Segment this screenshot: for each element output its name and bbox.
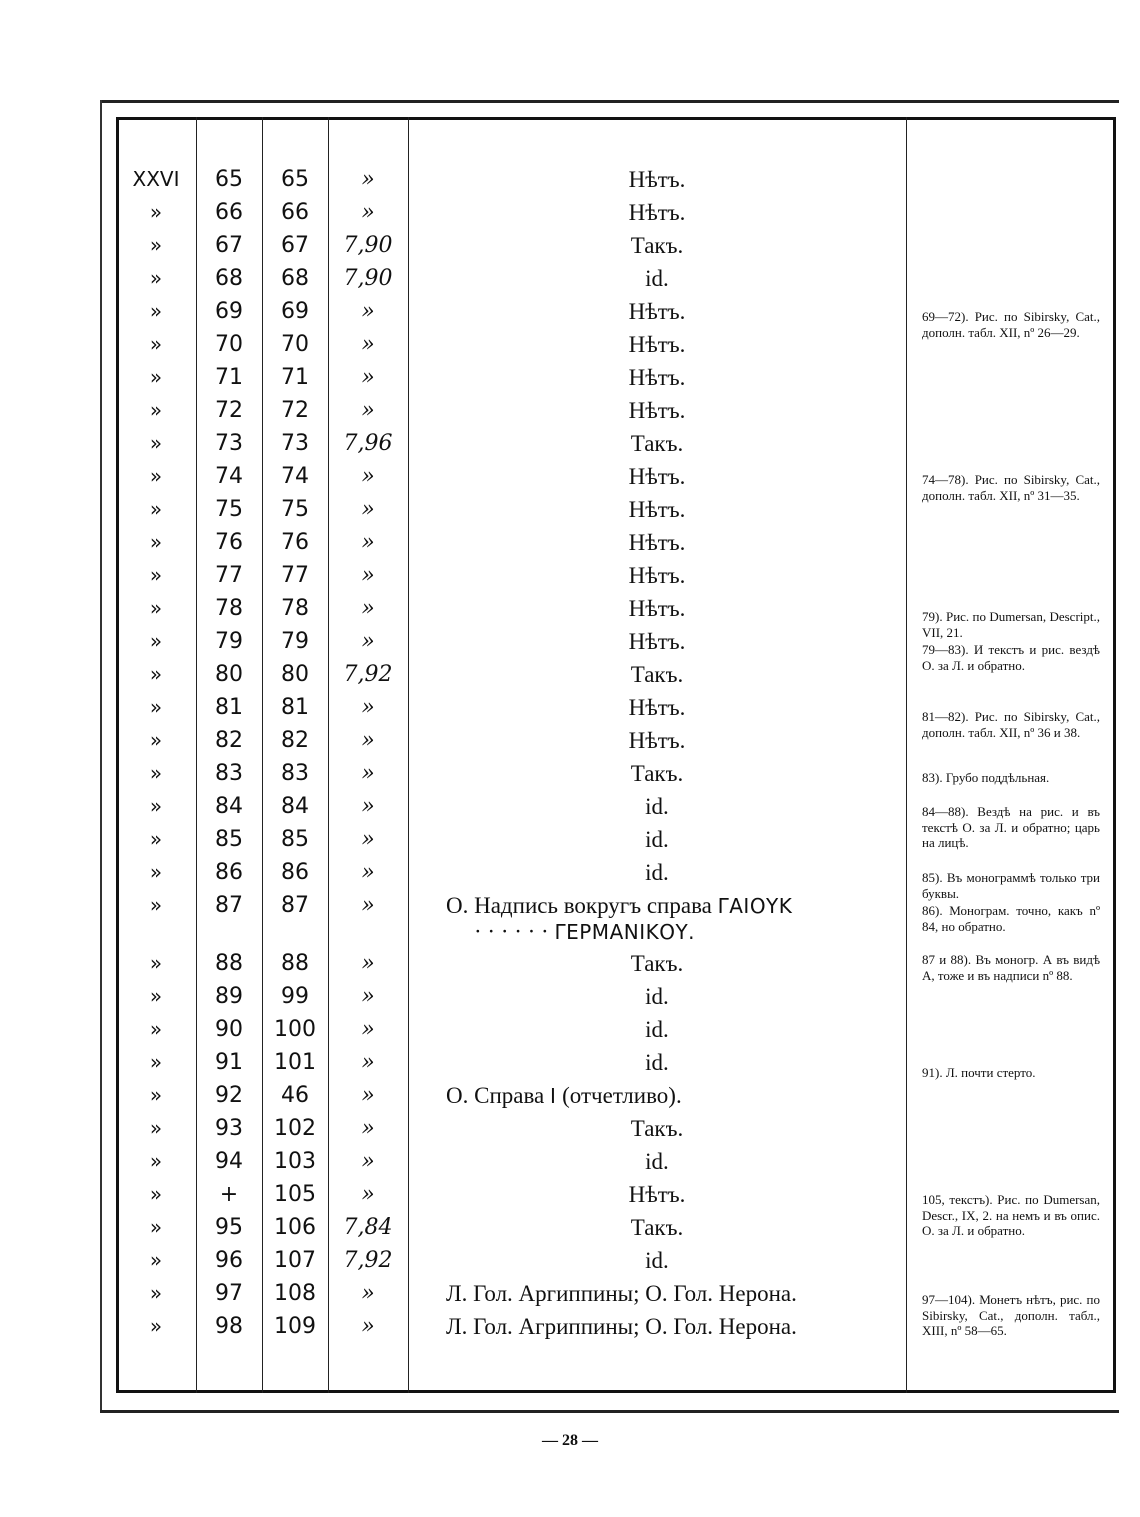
- description-cell: [408, 592, 906, 625]
- note: 97—104). Монетъ нѣтъ, рис. по Sibirsky, Cat., дополн. табл., XIII, nº 58—65.: [922, 1292, 1100, 1338]
- number-cell: 96: [215, 1248, 243, 1273]
- table-row: [116, 1145, 906, 1178]
- number-cell: 81: [215, 695, 243, 720]
- description-cell: [408, 947, 906, 980]
- plate-cell: »: [149, 827, 163, 851]
- number-cell: 86: [215, 860, 243, 885]
- catalog-number-cell: 65: [281, 167, 309, 192]
- note: 86). Монограм. точно, какъ nº 84, но обратно.: [922, 903, 1100, 934]
- description-cell: [408, 163, 906, 196]
- number-cell: 82: [215, 728, 243, 753]
- plate-cell: »: [149, 860, 163, 884]
- description-text: О. Надпись вокругъ справа: [446, 893, 712, 918]
- description-cell: [408, 625, 906, 658]
- plate-cell: »: [149, 299, 163, 323]
- catalog-number-cell: 85: [281, 827, 309, 852]
- description-text: id.: [645, 860, 669, 885]
- description-cell: [408, 229, 906, 262]
- description-cell: [408, 1310, 906, 1343]
- table-row: [116, 295, 906, 328]
- weight-cell: »: [361, 563, 375, 588]
- table-row: [116, 724, 906, 757]
- weight-cell: »: [361, 398, 375, 423]
- description-text: id.: [645, 984, 669, 1009]
- plate-cell: »: [149, 1182, 163, 1206]
- table-row: [116, 980, 906, 1013]
- table-row: [116, 427, 906, 460]
- catalog-number-cell: 101: [274, 1050, 316, 1075]
- catalog-number-cell: 78: [281, 596, 309, 621]
- description-cell: [408, 1079, 906, 1112]
- table-row: [116, 163, 906, 196]
- description-cell: [408, 328, 906, 361]
- table-row: [116, 229, 906, 262]
- description-text: Нѣтъ.: [628, 497, 686, 522]
- catalog-number-cell: 76: [281, 530, 309, 555]
- catalog-number-cell: 84: [281, 794, 309, 819]
- weight-cell: »: [361, 794, 375, 819]
- number-cell: 98: [215, 1314, 243, 1339]
- description-cell: [408, 559, 906, 592]
- catalog-number-cell: 69: [281, 299, 309, 324]
- weight-cell: »: [361, 1017, 375, 1042]
- number-cell: 74: [215, 464, 243, 489]
- plate-cell: »: [149, 629, 163, 653]
- catalog-number-cell: 82: [281, 728, 309, 753]
- description-cell: [408, 757, 906, 790]
- plate-cell: »: [149, 1050, 163, 1074]
- catalog-number-cell: 105: [274, 1182, 316, 1207]
- description-cell: [408, 1013, 906, 1046]
- description-cell: [408, 295, 906, 328]
- table-row: [116, 262, 906, 295]
- description-text: id.: [645, 266, 669, 291]
- description-cell: [408, 196, 906, 229]
- description-cell: [408, 427, 906, 460]
- description-text: Нѣтъ.: [628, 728, 686, 753]
- number-cell: 85: [215, 827, 243, 852]
- table-row: [116, 947, 906, 980]
- description-text: Такъ.: [630, 233, 684, 258]
- description-text: Такъ.: [630, 662, 684, 687]
- description-text: Нѣтъ.: [628, 200, 686, 225]
- number-cell: 77: [215, 563, 243, 588]
- number-cell: 90: [215, 1017, 243, 1042]
- description-cell: [408, 790, 906, 823]
- catalog-number-cell: 106: [274, 1215, 316, 1240]
- description-continuation: [408, 917, 906, 947]
- table-row: [116, 526, 906, 559]
- catalog-number-cell: 66: [281, 200, 309, 225]
- table-row: [116, 361, 906, 394]
- note: 105, текстъ). Рис. по Dumersan, Descr., IX, 2. на немъ и въ опис. О. за Л. и обратно.: [922, 1192, 1100, 1238]
- ellipsis-dots: · · · · · ·: [474, 919, 549, 944]
- weight-cell: »: [361, 167, 375, 192]
- plate-cell: »: [149, 530, 163, 554]
- note: 91). Л. почти стерто.: [922, 1065, 1036, 1080]
- plate-cell: »: [149, 662, 163, 686]
- description-cell: [408, 658, 906, 691]
- plate-cell: »: [149, 464, 163, 488]
- description-cell: [408, 1211, 906, 1244]
- description-text: Такъ.: [630, 1215, 684, 1240]
- table-row: [116, 658, 906, 691]
- note: 83). Грубо поддѣльная.: [922, 770, 1050, 785]
- note: 87 и 88). Въ моногр. А въ видѣ A, тоже и въ надписи nº 88.: [922, 952, 1100, 983]
- weight-cell: »: [361, 1314, 375, 1339]
- number-cell: 95: [215, 1215, 243, 1240]
- catalog-number-cell: 109: [274, 1314, 316, 1339]
- table-row: [116, 328, 906, 361]
- catalog-number-cell: 83: [281, 761, 309, 786]
- plate-cell: »: [149, 695, 163, 719]
- description-cell: [408, 1277, 906, 1310]
- weight-cell: »: [361, 365, 375, 390]
- note: 85). Въ монограммѣ только три буквы.: [922, 870, 1100, 901]
- description-cell: [408, 1112, 906, 1145]
- description-text: id.: [645, 794, 669, 819]
- plate-cell: »: [149, 951, 163, 975]
- weight-cell: »: [361, 1116, 375, 1141]
- weight-cell: »: [361, 1083, 375, 1108]
- number-cell: 89: [215, 984, 243, 1009]
- note: 74—78). Рис. по Sibirsky, Cat., дополн. табл. XII, nº 31—35.: [922, 472, 1100, 503]
- description-text: Такъ.: [630, 1116, 684, 1141]
- description-cell: [408, 1046, 906, 1079]
- catalog-number-cell: 75: [281, 497, 309, 522]
- note: 81—82). Рис. по Sibirsky, Cat., дополн. табл. XII, nº 36 и 38.: [922, 709, 1100, 740]
- description-cell: [408, 460, 906, 493]
- weight-cell: »: [361, 827, 375, 852]
- catalog-number-cell: 72: [281, 398, 309, 423]
- weight-cell: »: [361, 695, 375, 720]
- table-row: [116, 691, 906, 724]
- table-row: [116, 625, 906, 658]
- description-text: id.: [645, 1017, 669, 1042]
- note: 79—83). И текстъ и рис. вездѣ О. за Л. и обратно.: [922, 642, 1100, 673]
- note: 69—72). Рис. по Sibirsky, Cat., дополн. табл. XII, nº 26—29.: [922, 309, 1100, 340]
- catalog-number-cell: 68: [281, 266, 309, 291]
- description-cell: [408, 980, 906, 1013]
- description-text: Нѣтъ.: [628, 563, 686, 588]
- description-cell: [408, 724, 906, 757]
- table-row: [116, 460, 906, 493]
- description-text: О. Справа: [446, 1083, 545, 1108]
- table-row: [116, 196, 906, 229]
- plate-cell: »: [149, 794, 163, 818]
- catalog-number-cell: 86: [281, 860, 309, 885]
- weight-cell: 7,96: [343, 431, 393, 456]
- table-row: [116, 1310, 906, 1343]
- plate-cell: »: [149, 761, 163, 785]
- plate-cell: XXVI: [132, 167, 180, 191]
- description-cell: [408, 691, 906, 724]
- plate-cell: »: [149, 1314, 163, 1338]
- description-text: Нѣтъ.: [628, 167, 686, 192]
- description-cell: [408, 1178, 906, 1211]
- plate-cell: »: [149, 1083, 163, 1107]
- plate-cell: »: [149, 1281, 163, 1305]
- weight-cell: »: [361, 200, 375, 225]
- table-row: [116, 1178, 906, 1211]
- table-row: [116, 757, 906, 790]
- catalog-number-cell: 77: [281, 563, 309, 588]
- weight-cell: »: [361, 1281, 375, 1306]
- catalog-number-cell: 103: [274, 1149, 316, 1174]
- description-suffix: (отчетливо).: [562, 1083, 682, 1108]
- weight-cell: »: [361, 530, 375, 555]
- description-cell: [408, 493, 906, 526]
- description-text: Нѣтъ.: [628, 398, 686, 423]
- number-cell: 87: [215, 893, 243, 918]
- description-text: Нѣтъ.: [628, 695, 686, 720]
- description-text: Нѣтъ.: [628, 332, 686, 357]
- table-row: [116, 559, 906, 592]
- weight-cell: »: [361, 464, 375, 489]
- plate-cell: »: [149, 233, 163, 257]
- weight-cell: »: [361, 299, 375, 324]
- plate-cell: »: [149, 332, 163, 356]
- number-cell: 75: [215, 497, 243, 522]
- description-text: Нѣтъ.: [628, 629, 686, 654]
- catalog-number-cell: 46: [281, 1083, 309, 1108]
- table-row: [116, 394, 906, 427]
- greek-legend: ΓΑΙΟΥΚ: [717, 894, 793, 918]
- plate-cell: »: [149, 1017, 163, 1041]
- number-cell: 97: [215, 1281, 243, 1306]
- description-cell: [408, 856, 906, 889]
- description-text: id.: [645, 1248, 669, 1273]
- catalog-number-cell: 108: [274, 1281, 316, 1306]
- weight-cell: »: [361, 860, 375, 885]
- number-cell: 94: [215, 1149, 243, 1174]
- table-row: [116, 856, 906, 889]
- catalog-number-cell: 100: [274, 1017, 316, 1042]
- plate-cell: »: [149, 728, 163, 752]
- catalog-number-cell: 80: [281, 662, 309, 687]
- plate-cell: »: [149, 596, 163, 620]
- table-row: [116, 1211, 906, 1244]
- weight-cell: »: [361, 893, 375, 918]
- description-text: Нѣтъ.: [628, 464, 686, 489]
- description-cell: [408, 361, 906, 394]
- plate-cell: »: [149, 365, 163, 389]
- weight-cell: »: [361, 761, 375, 786]
- description-cell: [408, 394, 906, 427]
- description-cell: [408, 526, 906, 559]
- description-text: id.: [645, 1149, 669, 1174]
- weight-cell: »: [361, 596, 375, 621]
- description-text: id.: [645, 827, 669, 852]
- plate-cell: »: [149, 497, 163, 521]
- plate-cell: »: [149, 893, 163, 917]
- plate-cell: »: [149, 200, 163, 224]
- description-text: Нѣтъ.: [628, 1182, 686, 1207]
- number-cell: 80: [215, 662, 243, 687]
- table-row: [116, 493, 906, 526]
- table-row: [116, 823, 906, 856]
- greek-legend: I: [549, 1084, 557, 1108]
- number-cell: 76: [215, 530, 243, 555]
- description-text: Такъ.: [630, 431, 684, 456]
- catalog-number-cell: 81: [281, 695, 309, 720]
- table-row: [116, 1013, 906, 1046]
- weight-cell: 7,90: [343, 233, 393, 258]
- catalog-number-cell: 71: [281, 365, 309, 390]
- plate-cell: »: [149, 1248, 163, 1272]
- weight-cell: »: [361, 332, 375, 357]
- plate-cell: »: [149, 1149, 163, 1173]
- description-text: Нѣтъ.: [628, 530, 686, 555]
- plate-cell: »: [149, 398, 163, 422]
- number-cell: 65: [215, 167, 243, 192]
- top-rule: [100, 100, 1119, 103]
- description-text: id.: [645, 1050, 669, 1075]
- description-cell: [408, 1145, 906, 1178]
- bottom-rule: [100, 1410, 1119, 1413]
- weight-cell: 7,90: [343, 266, 393, 291]
- description-text: Л. Гол. Аргиппины; О. Гол. Нерона.: [446, 1281, 797, 1306]
- left-rule: [100, 100, 102, 1412]
- number-cell: +: [219, 1182, 239, 1207]
- catalog-number-cell: 79: [281, 629, 309, 654]
- weight-cell: »: [361, 984, 375, 1009]
- catalog-number-cell: 73: [281, 431, 309, 456]
- table-row: [116, 1244, 906, 1277]
- catalog-number-cell: 87: [281, 893, 309, 918]
- weight-cell: »: [361, 1149, 375, 1174]
- table-row: [116, 1112, 906, 1145]
- number-cell: 66: [215, 200, 243, 225]
- number-cell: 73: [215, 431, 243, 456]
- number-cell: 91: [215, 1050, 243, 1075]
- weight-cell: »: [361, 1050, 375, 1075]
- table-row: [116, 1046, 906, 1079]
- weight-cell: 7,92: [343, 662, 393, 687]
- note: 79). Рис. по Dumersan, Descript., VII, 21.: [922, 609, 1100, 640]
- catalog-number-cell: 102: [274, 1116, 316, 1141]
- description-cell: [408, 262, 906, 295]
- description-text: Л. Гол. Агриппины; О. Гол. Нерона.: [446, 1314, 797, 1339]
- greek-legend: ΓΕΡΜΑΝΙΚΟΥ.: [554, 920, 696, 944]
- table-row: [116, 1277, 906, 1310]
- weight-cell: »: [361, 497, 375, 522]
- number-cell: 68: [215, 266, 243, 291]
- table-row: [116, 1079, 906, 1112]
- number-cell: 92: [215, 1083, 243, 1108]
- plate-cell: »: [149, 266, 163, 290]
- number-cell: 72: [215, 398, 243, 423]
- number-cell: 88: [215, 951, 243, 976]
- number-cell: 67: [215, 233, 243, 258]
- weight-cell: »: [361, 728, 375, 753]
- description-text: Такъ.: [630, 951, 684, 976]
- number-cell: 78: [215, 596, 243, 621]
- weight-cell: 7,92: [343, 1248, 393, 1273]
- number-cell: 83: [215, 761, 243, 786]
- plate-cell: »: [149, 1116, 163, 1140]
- weight-cell: »: [361, 1182, 375, 1207]
- number-cell: 70: [215, 332, 243, 357]
- description-text: Такъ.: [630, 761, 684, 786]
- table-row: [116, 790, 906, 823]
- catalog-number-cell: 70: [281, 332, 309, 357]
- number-cell: 69: [215, 299, 243, 324]
- catalog-number-cell: 74: [281, 464, 309, 489]
- description-cell: [408, 823, 906, 856]
- plate-cell: »: [149, 563, 163, 587]
- catalog-number-cell: 88: [281, 951, 309, 976]
- catalog-number-cell: 107: [274, 1248, 316, 1273]
- number-cell: 93: [215, 1116, 243, 1141]
- column-divider: [906, 117, 907, 1393]
- plate-cell: »: [149, 431, 163, 455]
- page-number: — 28 —: [542, 1432, 598, 1449]
- description-text: Нѣтъ.: [628, 299, 686, 324]
- table-row: [116, 592, 906, 625]
- description-text: Нѣтъ.: [628, 365, 686, 390]
- note: 84—88). Вездѣ на рис. и въ текстѣ О. за Л. и обратно; царь на лицѣ.: [922, 804, 1100, 850]
- weight-cell: »: [361, 629, 375, 654]
- plate-cell: »: [149, 1215, 163, 1239]
- weight-cell: 7,84: [343, 1215, 393, 1240]
- catalog-number-cell: 99: [281, 984, 309, 1009]
- number-cell: 79: [215, 629, 243, 654]
- description-text: Нѣтъ.: [628, 596, 686, 621]
- catalog-number-cell: 67: [281, 233, 309, 258]
- number-cell: 84: [215, 794, 243, 819]
- plate-cell: »: [149, 984, 163, 1008]
- weight-cell: »: [361, 951, 375, 976]
- description-cell: [408, 1244, 906, 1277]
- number-cell: 71: [215, 365, 243, 390]
